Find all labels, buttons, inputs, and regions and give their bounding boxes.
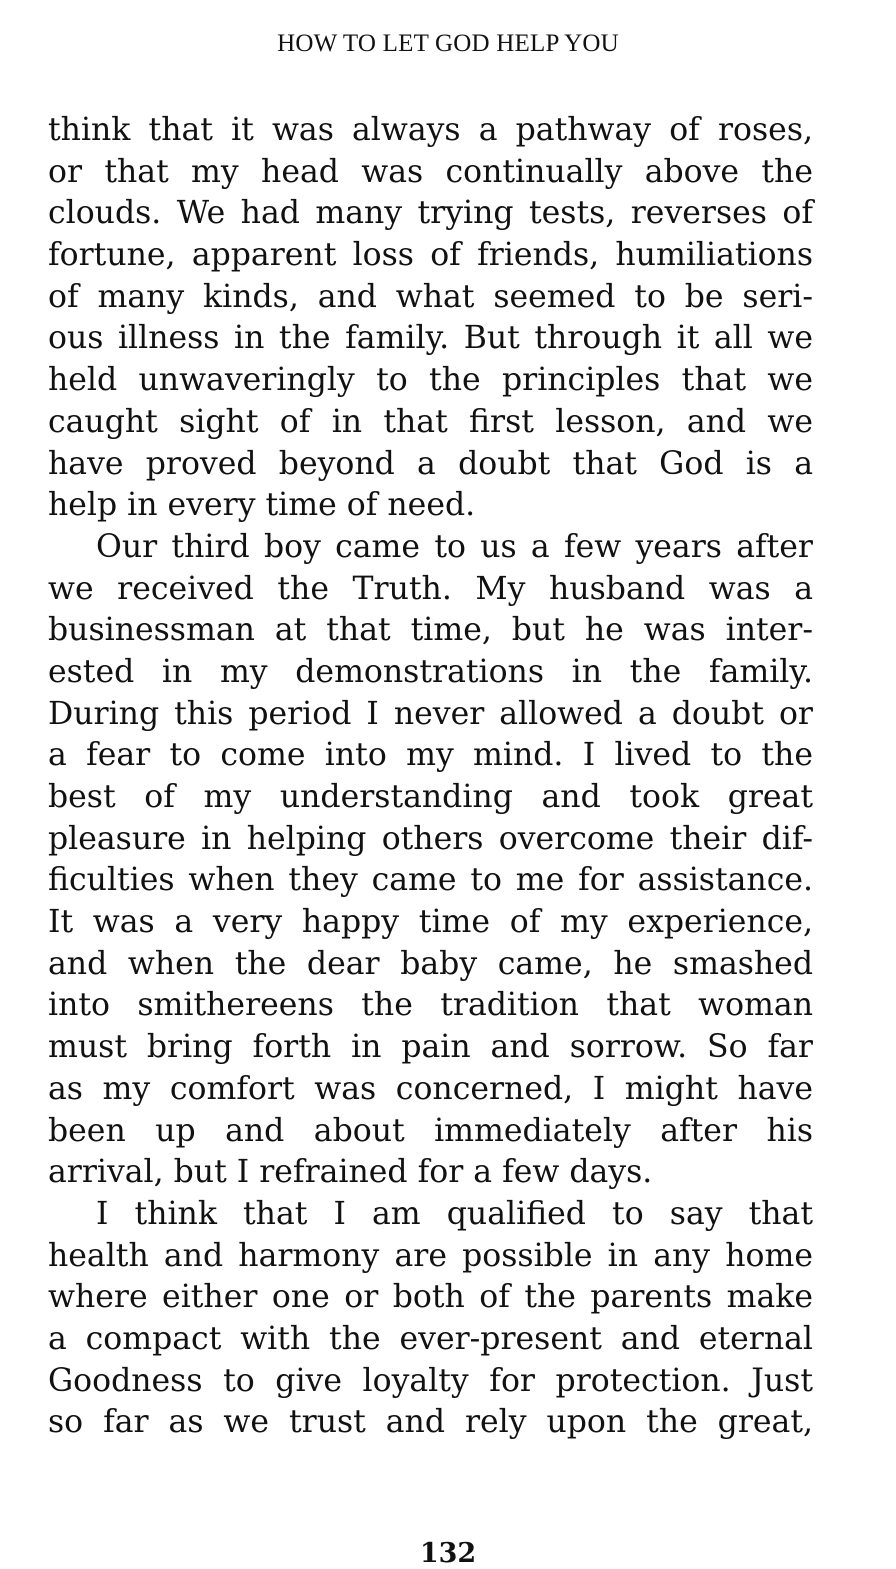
text-line: of many kinds, and what seemed to be seri- (48, 278, 813, 315)
text-line: I think that I am qualified to say that (96, 1195, 813, 1232)
text-line: so far as we trust and rely upon the great, (48, 1404, 813, 1441)
text-line: Goodness to give loyalty for protection. Just (48, 1362, 813, 1399)
text-line: Our third boy came to us a few years after (96, 528, 813, 565)
text-line: best of my understanding and took great (48, 779, 813, 815)
text-line: ous illness in the family. But through it all we (48, 320, 813, 357)
text-line: caught sight of in that first lesson, and we (48, 403, 813, 440)
text-line: fortune, apparent loss of friends, humiliations (48, 237, 813, 274)
text-line: as my comfort was concerned, I might have (48, 1070, 813, 1107)
text-line: arrival, but I refrained for a few days. (48, 1154, 653, 1191)
text-line: clouds. We had many trying tests, reverses of (48, 195, 813, 232)
text-line: we received the Truth. My husband was a (48, 570, 813, 607)
text-line: have proved beyond a doubt that God is a (48, 445, 813, 482)
text-line: and when the dear baby came, he smashed (48, 945, 813, 982)
text-line: or that my head was continually above the (48, 153, 813, 190)
text-line: where either one or both of the parents make (48, 1279, 813, 1316)
text-line: ested in my demonstrations in the family. (48, 653, 813, 690)
text-line: think that it was always a pathway of roses, (48, 112, 813, 148)
text-line: ficulties when they came to me for assistance. (48, 862, 813, 899)
text-line: During this period I never allowed a doubt or (48, 695, 813, 732)
text-line: held unwaveringly to the principles that we (48, 362, 813, 399)
text-line: a fear to come into my mind. I lived to the (48, 737, 813, 774)
page-number: 132 (419, 1538, 477, 1569)
text-line: must bring forth in pain and sorrow. So far (48, 1029, 813, 1066)
text-line: help in every time of need. (48, 487, 476, 524)
text-line: It was a very happy time of my experience, (48, 904, 813, 941)
running-head: HOW TO LET GOD HELP YOU (277, 30, 619, 57)
text-line: health and harmony are possible in any home (48, 1237, 813, 1274)
text-line: been up and about immediately after his (48, 1112, 813, 1149)
text-line: pleasure in helping others overcome their dif- (48, 820, 813, 857)
body-text (48, 110, 813, 1444)
text-line: into smithereens the tradition that woman (48, 987, 813, 1024)
text-line: a compact with the ever-present and eternal (48, 1320, 813, 1357)
text-line: businessman at that time, but he was inter- (48, 612, 813, 649)
